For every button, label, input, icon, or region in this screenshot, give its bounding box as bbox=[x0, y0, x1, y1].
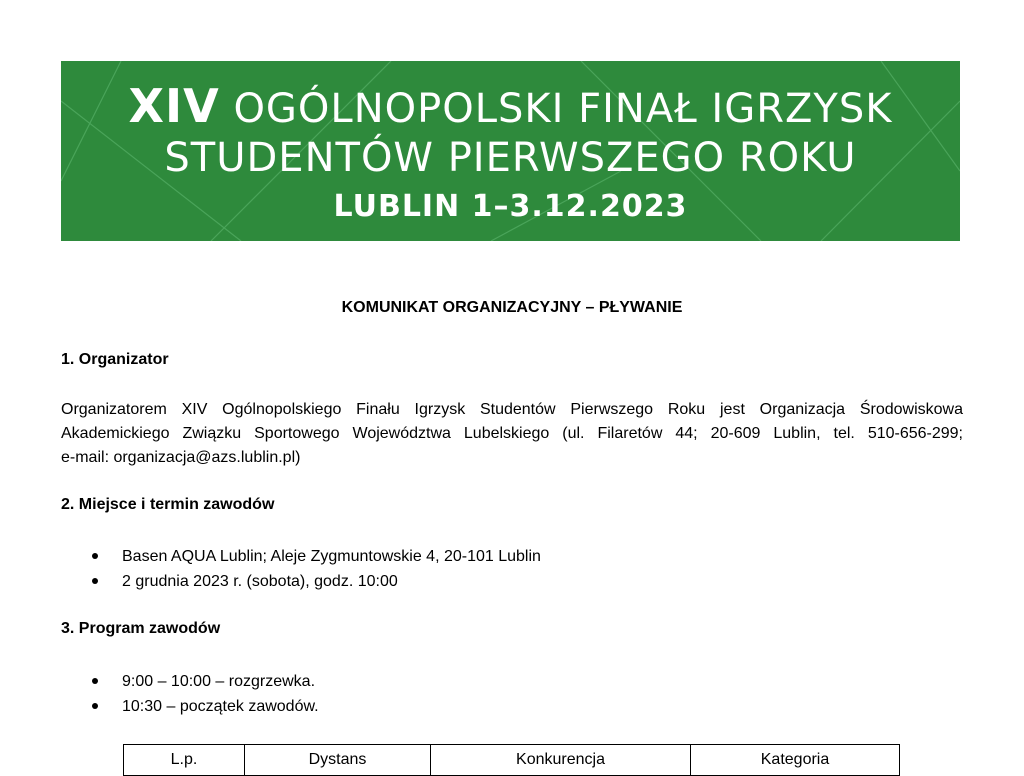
bullet-icon bbox=[92, 553, 98, 559]
organizer-paragraph bbox=[61, 398, 963, 470]
banner-title-line-1 bbox=[61, 81, 960, 134]
table-header-dystans: Dystans bbox=[245, 745, 431, 776]
bullet-icon bbox=[92, 578, 98, 584]
bullet-icon bbox=[92, 678, 98, 684]
list-item bbox=[61, 694, 319, 719]
list-item bbox=[61, 669, 319, 694]
section-3-heading: 3. Program zawodów bbox=[61, 620, 221, 637]
list-item-text: 2 grudnia 2023 r. (sobota), godz. 10:00 bbox=[122, 573, 398, 590]
section-1-heading: 1. Organizator bbox=[61, 351, 169, 368]
table-header-kategoria: Kategoria bbox=[691, 745, 900, 776]
organizer-paragraph-line: Akademickiego Związku Sportowego Województwa Lubelskiego (ul. Filaretów 44; 20-609 Lublin, tel. 510-656-299; bbox=[61, 425, 963, 442]
bullet-icon bbox=[92, 703, 98, 709]
banner-date-line: LUBLIN 1–3.12.2023 bbox=[333, 189, 688, 224]
document-title: KOMUNIKAT ORGANIZACYJNY – PŁYWANIE bbox=[341, 299, 683, 316]
organizer-paragraph-line: Organizatorem XIV Ogólnopolskiego Finału Igrzysk Studentów Pierwszego Roku jest Organizacja Środowiskowa bbox=[61, 401, 963, 418]
section-2-heading: 2. Miejsce i termin zawodów bbox=[61, 496, 275, 513]
list-item-text: 9:00 – 10:00 – rozgrzewka. bbox=[122, 673, 316, 690]
banner-roman-numeral: XIV bbox=[128, 79, 220, 133]
list-item-text: 10:30 – początek zawodów. bbox=[122, 698, 319, 715]
banner-title-line-2: STUDENTÓW PIERWSZEGO ROKU bbox=[164, 135, 857, 181]
table-header-row bbox=[124, 745, 900, 776]
list-item bbox=[61, 544, 541, 569]
event-banner bbox=[61, 61, 960, 241]
table-header-lp: L.p. bbox=[124, 745, 245, 776]
banner-title-line-1-text: OGÓLNOPOLSKI FINAŁ IGRZYSK bbox=[233, 86, 893, 132]
venue-list bbox=[61, 544, 541, 594]
program-table bbox=[123, 744, 900, 776]
organizer-paragraph-line: e-mail: organizacja@azs.lublin.pl) bbox=[61, 449, 301, 466]
list-item-text: Basen AQUA Lublin; Aleje Zygmuntowskie 4, 20-101 Lublin bbox=[122, 548, 541, 565]
list-item bbox=[61, 569, 541, 594]
table-header-konkurencja: Konkurencja bbox=[431, 745, 691, 776]
schedule-list bbox=[61, 669, 319, 719]
